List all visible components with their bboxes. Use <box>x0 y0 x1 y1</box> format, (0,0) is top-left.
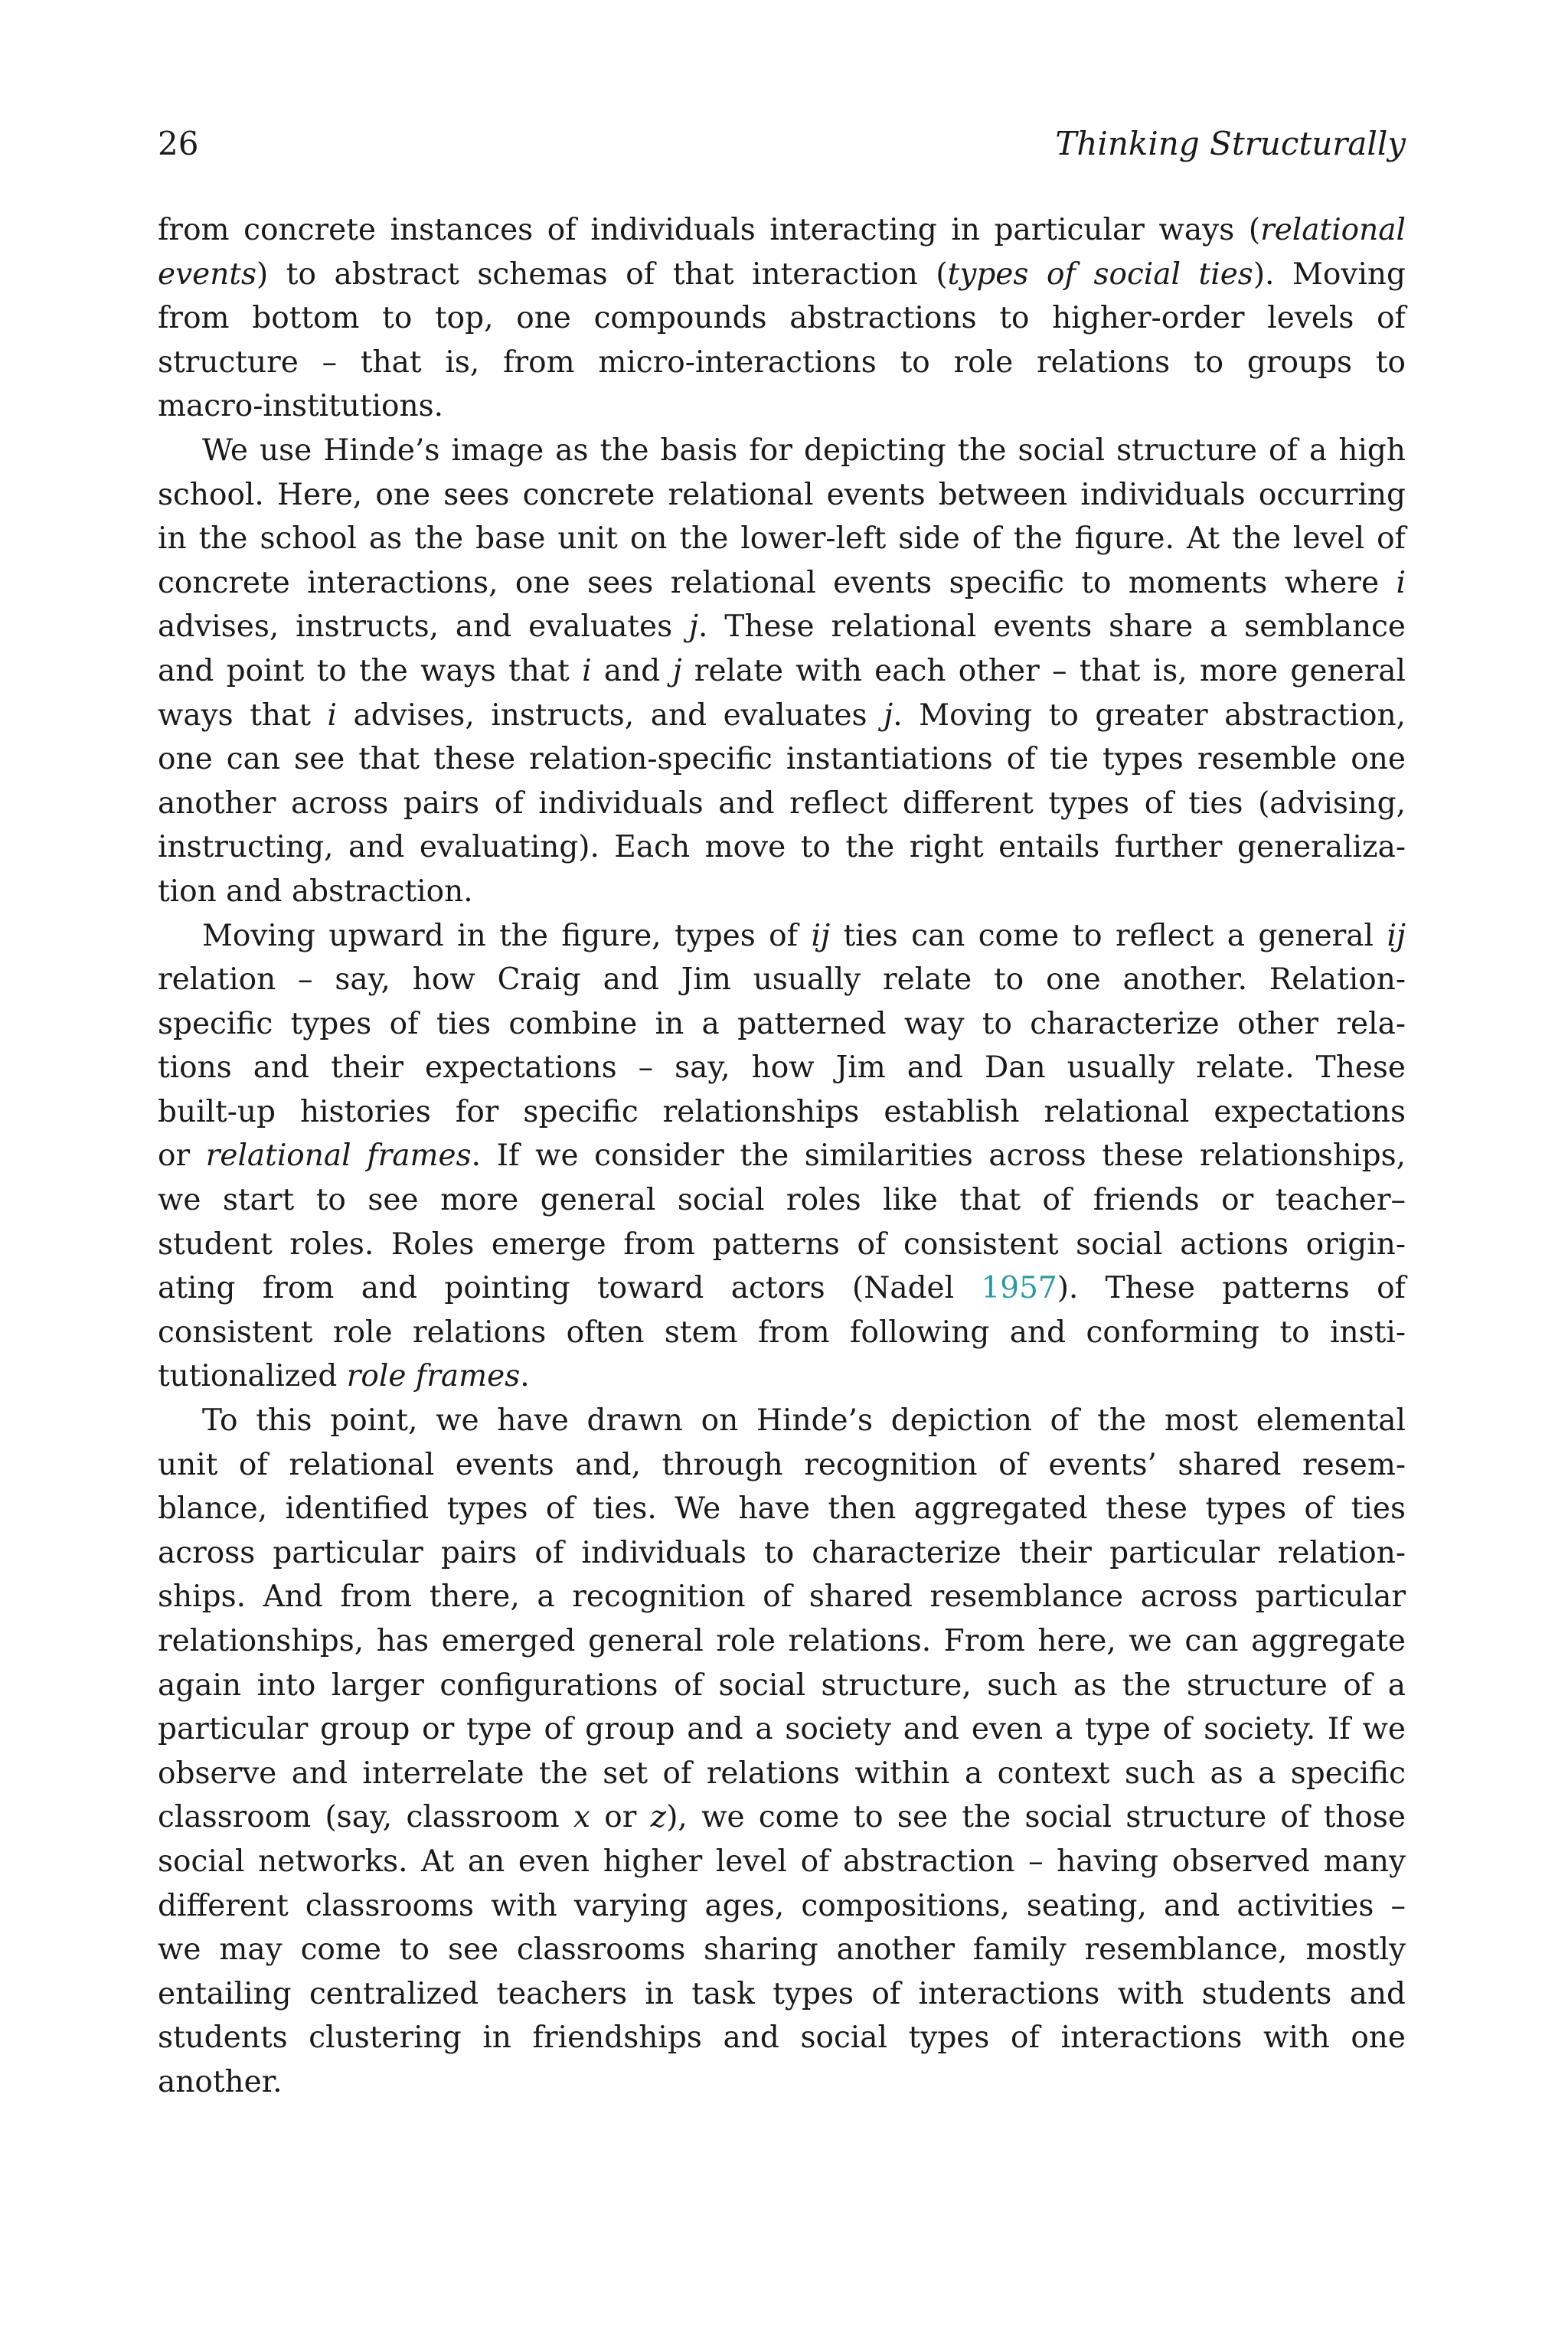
page-number: 26 <box>158 125 199 162</box>
text-line <box>158 1664 1406 1708</box>
text-line <box>158 1619 1406 1664</box>
text-line <box>158 1487 1406 1531</box>
paragraph <box>158 914 1406 1400</box>
running-title: Thinking Structurally <box>1055 125 1406 162</box>
text-line <box>158 208 1406 253</box>
text-run: To this point, we have drawn on Hinde’s depiction of the most elemental <box>202 1403 1406 1439</box>
text-line <box>158 1707 1406 1752</box>
italic-text: j <box>688 609 699 645</box>
text-line <box>158 2016 1406 2060</box>
text-line <box>158 870 1406 914</box>
running-head <box>158 121 1406 167</box>
text-run: ships. And from there, a recognition of shared resemblance across particular <box>158 1579 1406 1615</box>
text-run: advises, instructs, and evaluates <box>158 609 689 645</box>
text-line <box>158 1266 1406 1311</box>
text-run: relation – say, how Craig and Jim usually relate to one another. Relation- <box>158 962 1406 998</box>
italic-text: events <box>158 256 256 292</box>
text-line <box>158 737 1406 782</box>
text-run: another. <box>158 2064 283 2099</box>
text-run: ), we come to see the social structure of those <box>666 1800 1406 1835</box>
text-line <box>158 1575 1406 1619</box>
italic-text: relational frames <box>205 1138 472 1174</box>
text-line <box>158 1178 1406 1223</box>
text-run: entailing centralized teachers in task types of interactions with students and <box>158 1976 1406 2011</box>
text-run: ) to abstract schemas of that interaction ( <box>256 256 948 292</box>
italic-text: j <box>884 697 893 733</box>
text-line <box>158 605 1406 649</box>
text-run: tion and abstraction. <box>158 874 473 909</box>
text-line <box>158 914 1406 959</box>
text-run: ways that <box>158 697 328 733</box>
italic-text: i <box>327 697 337 733</box>
text-line <box>158 473 1406 518</box>
text-line <box>158 341 1406 385</box>
paragraph <box>158 429 1406 914</box>
italic-text: i <box>1396 565 1406 600</box>
text-run: We use Hinde’s image as the basis for depicting the social structure of a high <box>202 433 1406 468</box>
text-line <box>158 2060 1406 2105</box>
text-run: tions and their expectations – say, how Jim and Dan usually relate. These <box>158 1050 1406 1086</box>
text-line <box>158 1002 1406 1047</box>
text-line <box>158 296 1406 341</box>
text-run: particular group or type of group and a society and even a type of society. If we <box>158 1712 1406 1747</box>
text-run: Moving upward in the figure, types of <box>202 918 812 953</box>
text-line <box>158 1046 1406 1090</box>
text-run: we start to see more general social roles like that of friends or teacher– <box>158 1183 1406 1218</box>
italic-text: z <box>650 1800 667 1835</box>
text-run: relate with each other – that is, more general <box>681 653 1406 688</box>
text-run: blance, identified types of ties. We have then aggregated these types of ties <box>158 1491 1406 1527</box>
text-run: instructing, and evaluating). Each move to the right entails further generaliza- <box>158 830 1406 865</box>
text-run: . <box>520 1359 530 1394</box>
text-run: ating from and pointing toward actors (Nadel <box>158 1271 982 1306</box>
text-run: students clustering in friendships and social types of interactions with one <box>158 2020 1406 2056</box>
body-text <box>158 208 1406 2105</box>
text-run: advises, instructs, and evaluates <box>336 697 884 733</box>
text-line <box>158 384 1406 429</box>
text-line <box>158 1840 1406 1884</box>
italic-text: i <box>582 653 592 688</box>
text-run: ). Moving <box>1253 256 1406 292</box>
text-run: specific types of ties combine in a patterned way to characterize other rela- <box>158 1006 1406 1041</box>
italic-text: x <box>573 1800 590 1835</box>
text-run: unit of relational events and, through recognition of events’ shared resem- <box>158 1447 1406 1482</box>
text-run: tutionalized <box>158 1359 347 1394</box>
text-line <box>158 1928 1406 1972</box>
text-run: and point to the ways that <box>158 653 583 688</box>
text-run: from bottom to top, one compounds abstractions to higher-order levels of <box>158 301 1406 336</box>
text-line <box>158 1531 1406 1576</box>
italic-text: j <box>672 653 682 688</box>
text-line <box>158 825 1406 870</box>
text-run: structure – that is, from micro-interactions to role relations to groups to <box>158 345 1406 380</box>
text-run: school. Here, one sees concrete relational events between individuals occurring <box>158 477 1406 512</box>
text-line <box>158 958 1406 1002</box>
text-run: macro-institutions. <box>158 389 444 424</box>
italic-text: types of social ties <box>947 256 1253 292</box>
text-line <box>158 1399 1406 1443</box>
text-run: from concrete instances of individuals interacting in particular ways ( <box>158 213 1261 247</box>
text-line <box>158 253 1406 297</box>
text-run: and <box>591 653 673 688</box>
text-run: across particular pairs of individuals to characterize their particular relation- <box>158 1535 1406 1570</box>
text-run: relationships, has emerged general role relations. From here, we can aggregate <box>158 1624 1406 1658</box>
text-run: classroom (say, classroom <box>158 1800 573 1835</box>
text-run: social networks. At an even higher level of abstraction – having observed many <box>158 1844 1406 1879</box>
text-line <box>158 649 1406 694</box>
text-run: another across pairs of individuals and reflect different types of ties (advising, <box>158 786 1406 821</box>
text-line <box>158 1972 1406 2017</box>
text-run: . These relational events share a semblance <box>698 609 1406 645</box>
text-line <box>158 1884 1406 1929</box>
text-line <box>158 1223 1406 1267</box>
text-line <box>158 1795 1406 1840</box>
text-run: ). These patterns of <box>1057 1271 1406 1306</box>
text-line <box>158 694 1406 738</box>
text-line <box>158 517 1406 561</box>
text-run: different classrooms with varying ages, compositions, seating, and activities – <box>158 1888 1406 1923</box>
text-run: observe and interrelate the set of relations within a context such as a specific <box>158 1756 1406 1791</box>
italic-text: ij <box>811 918 831 953</box>
text-line <box>158 1090 1406 1135</box>
paragraph <box>158 1399 1406 2105</box>
text-run: in the school as the base unit on the lower-left side of the figure. At the level of <box>158 521 1406 557</box>
text-run: again into larger configurations of social structure, such as the structure of a <box>158 1668 1406 1703</box>
text-run: we may come to see classrooms sharing another family resemblance, mostly <box>158 1932 1406 1968</box>
text-run: . Moving to greater abstraction, <box>893 697 1406 733</box>
text-run: concrete interactions, one sees relational events specific to moments where <box>158 565 1396 600</box>
text-run: . If we consider the similarities across these relationships, <box>471 1138 1406 1174</box>
text-line <box>158 1443 1406 1488</box>
text-run: built-up histories for specific relationships establish relational expectations <box>158 1094 1406 1129</box>
text-run: or <box>158 1138 206 1174</box>
text-run: one can see that these relation-specific instantiations of tie types resemble one <box>158 742 1406 777</box>
italic-text: relational <box>1260 213 1406 247</box>
italic-text: ij <box>1387 918 1406 953</box>
text-run: consistent role relations often stem from following and conforming to insti- <box>158 1315 1406 1350</box>
text-line <box>158 1354 1406 1399</box>
text-line <box>158 1752 1406 1796</box>
paragraph <box>158 208 1406 429</box>
text-line <box>158 561 1406 606</box>
italic-text: role frames <box>346 1359 521 1394</box>
text-line <box>158 782 1406 826</box>
citation-link[interactable]: 1957 <box>981 1271 1057 1306</box>
text-line <box>158 1134 1406 1178</box>
text-run: ties can come to reflect a general <box>830 918 1387 953</box>
text-line <box>158 1311 1406 1355</box>
text-run: or <box>590 1800 651 1835</box>
text-run: student roles. Roles emerge from patterns of consistent social actions origin- <box>158 1227 1406 1262</box>
text-line <box>158 429 1406 473</box>
